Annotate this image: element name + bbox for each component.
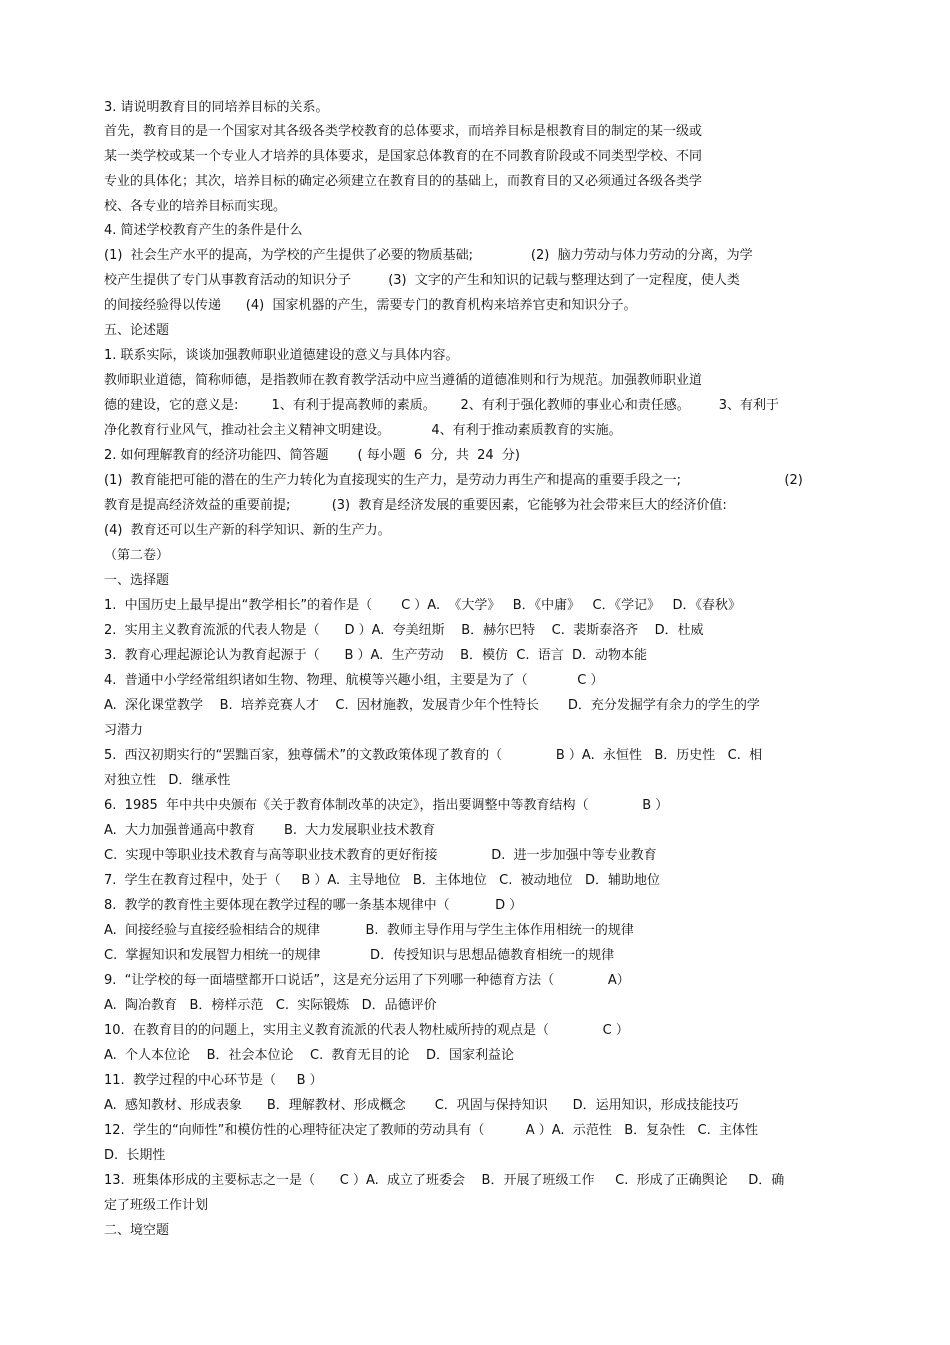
text-line: 2. 如何理解教育的经济功能四、简答题 ( 每小题 6 分, 共 24 分) (104, 448, 521, 463)
text-line: (1) 社会生产水平的提高，为学校的产生提供了必要的物质基础; (2) 脑力劳动与体力劳动的分离，为学 (104, 248, 753, 263)
text-line: 某一类学校或某一个专业人才培养的具体要求，是国家总体教育的在不同教育阶段或不同类型学校、不同 (104, 149, 703, 164)
question-line: A. 大力加强普通高中教育 B. 大力发展职业技术教育 (104, 823, 436, 838)
text-line: (4) 教育还可以生产新的科学知识、新的生产力。 (104, 523, 391, 538)
text-line: 净化教育行业风气，推动社会主义精神文明建设。 4、有利于推动素质教育的实施。 (104, 423, 622, 438)
question-line: D. 长期性 (104, 1148, 166, 1163)
text-line: 教育是提高经济效益的重要前提; (3) 教育是经济发展的重要因素，它能够为社会带来巨大的经济价值: (104, 498, 727, 513)
question-line: 10. 在教育目的的问题上，实用主义教育流派的代表人物杜威所持的观点是（ C ） (104, 1023, 629, 1038)
text-line: 校产生提供了专门从事教育活动的知识分子 (3) 文字的产生和知识的记载与整理达到了一定程度，使人类 (104, 273, 740, 288)
text-line: 的间接经验得以传递 (4) 国家机器的产生，需要专门的教育机构来培养官吏和知识分子。 (104, 298, 637, 313)
question-line: 12. 学生的“向师性”和模仿性的心理特征决定了教师的劳动具有（ A ）A. 示范性 B．复杂性 C. 主体性 (104, 1123, 759, 1138)
section-heading: 五、论述题 (104, 323, 170, 338)
text-line: (1) 教育能把可能的潜在的生产力转化为直接现实的生产力，是劳动力再生产和提高的重要手段之一; (2) (104, 473, 803, 488)
question-line: 3. 教育心理起源论认为教育起源于（ B ）A. 生产劳动 B．模仿 C. 语言 D．动物本能 (104, 648, 648, 663)
text-line: 校、各专业的培养目标而实现。 (104, 199, 287, 214)
text-line: 首先，教育目的是一个国家对其各级各类学校教育的总体要求，而培养目标是根教育目的制定的某一级或 (104, 124, 703, 139)
question-line: 定了班级工作计划 (104, 1198, 209, 1213)
section-heading: 一、选择题 (104, 573, 170, 588)
question-line: 2. 实用主义教育流派的代表人物是（ D ）A. 夸美纽斯 B．赫尔巴特 C. 裴斯泰洛齐 D．杜威 (104, 623, 704, 638)
question-line: 7. 学生在教育过程中，处于（ B ）A. 主导地位 B．主体地位 C. 被动地位 D．辅助地位 (104, 873, 661, 888)
question-line: 5. 西汉初期实行的“罢黜百家，独尊儒术”的文教政策体现了教育的（ B ）A. 永恒性 B．历史性 C. 相 (104, 748, 763, 763)
text-line: 3. 请说明教育目的同培养目标的关系。 (104, 100, 329, 115)
question-line: 8. 教学的教育性主要体现在教学过程的哪一条基本规律中（ D ） (104, 898, 523, 913)
text-line: 教师职业道德，简称师德，是指教师在教育教学活动中应当遵循的道德准则和行为规范。加强教师职业道 (104, 373, 703, 388)
question-line: 6. 1985 年中共中央颁布《关于教育体制改革的决定》，指出要调整中等教育结构（ B ） (104, 798, 669, 813)
question-line: A. 感知教材、形成表象 B．理解教材、形成概念 C．巩固与保持知识 D．运用知识，形成技能技巧 (104, 1098, 739, 1113)
question-line: A. 深化课堂教学 B. 培养竞赛人才 C. 因材施教，发展青少年个性特长 D．充分发掘学有余力的学生的学 (104, 698, 760, 713)
question-line: 11. 教学过程的中心环节是（ B ） (104, 1073, 323, 1088)
question-line: C. 掌握知识和发展智力相统一的规律 D．传授知识与思想品德教育相统一的规律 (104, 948, 615, 963)
question-line: 1. 中国历史上最早提出“教学相长”的着作是（ C ）A. 《大学》 B．《中庸》 C．《学记》 D．《春秋》 (104, 598, 742, 613)
question-line: A. 陶冶教育 B．榜样示范 C. 实际锻炼 D．品德评价 (104, 998, 437, 1013)
question-line: 习潜力 (104, 723, 144, 738)
question-line: 9. “让学校的每一面墙壁都开口说话”，这是充分运用了下列哪一种德育方法（ A） (104, 973, 630, 988)
question-line: 13. 班集体形成的主要标志之一是（ C ）A. 成立了班委会 B．开展了班级工作 C. 形成了正确舆论 D．确 (104, 1173, 785, 1188)
text-line: 德的建设，它的意义是: 1、有利于提高教师的素质。 2、有利于强化教师的事业心和责任感。 3、有利于 (104, 398, 779, 413)
question-line: A. 间接经验与直接经验相结合的规律 B. 教师主导作用与学生主体作用相统一的规律 (104, 923, 634, 938)
section-heading: （第二卷） (104, 548, 170, 563)
question-line: 对独立性 D．继承性 (104, 773, 231, 788)
text-line: 1. 联系实际，谈谈加强教师职业道德建设的意义与具体内容。 (104, 348, 459, 363)
question-line: 4. 普通中小学经常组织诸如生物、物理、航模等兴趣小组，主要是为了（ C ） (104, 673, 604, 688)
text-line: 专业的具体化；其次，培养目标的确定必须建立在教育目的的基础上，而教育目的又必须通过各级各类学 (104, 174, 703, 189)
question-line: A. 个人本位论 B．社会本位论 C. 教育无目的论 D．国家利益论 (104, 1048, 515, 1063)
question-line: C. 实现中等职业技术教育与高等职业技术教育的更好衔接 D. 进一步加强中等专业教育 (104, 848, 657, 863)
text-line: 4. 简述学校教育产生的条件是什么 (104, 223, 303, 238)
section-heading: 二、境空题 (104, 1223, 170, 1238)
